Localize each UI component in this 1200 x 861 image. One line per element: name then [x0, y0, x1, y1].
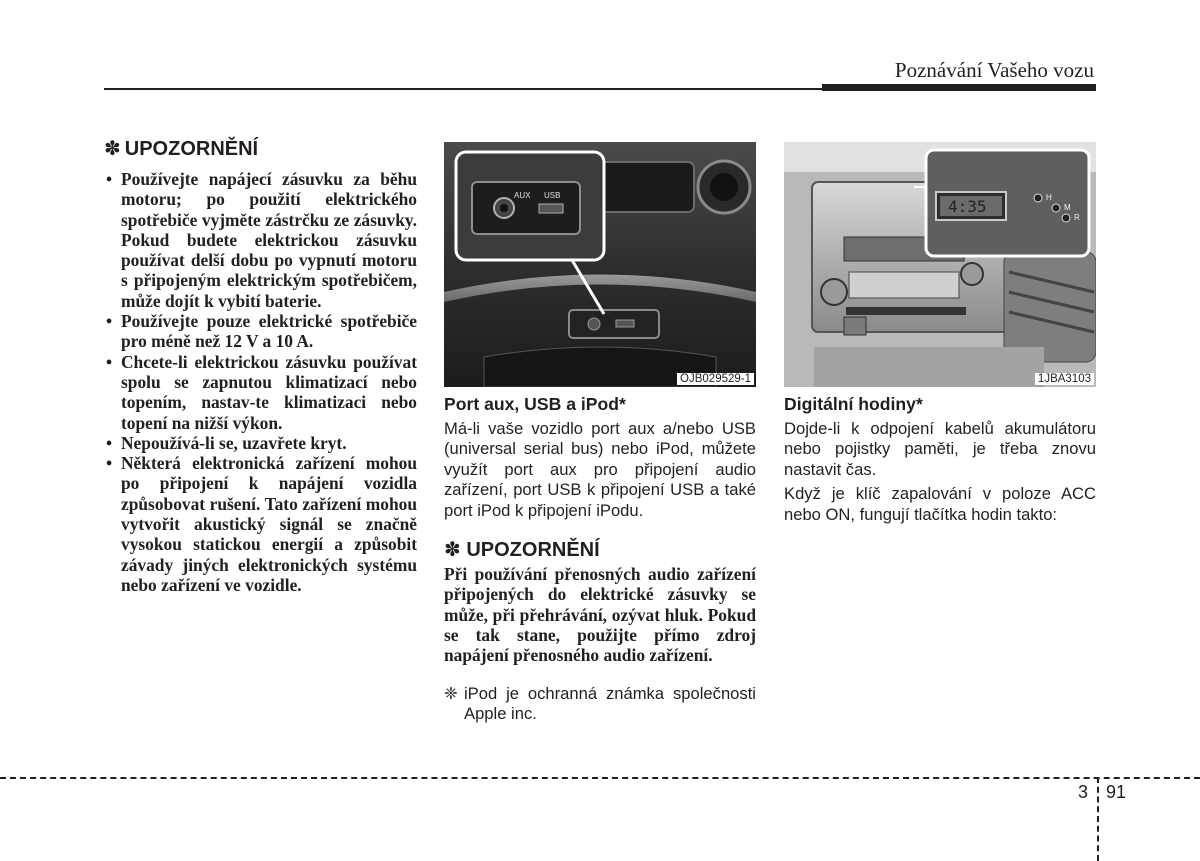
caution-heading: [444, 537, 756, 562]
running-header: Poznávání Vašeho vozu: [894, 58, 1094, 82]
clock-section-title: Digitální hodiny*: [784, 394, 923, 414]
left-caution-block: [104, 136, 417, 595]
page-number: 91: [1106, 782, 1127, 802]
note-text: iPod je ochranná známka společnosti Apple inc.: [464, 683, 756, 723]
caution-item: • Některá elektronická zařízení mohou po připojení k napájení vozidla způsobovat rušení. Tato zařízení mohou vytvořit akustický signál se značně vysokou statickou energií a způsobit závady jiných elektronických systému nebo zařízení ve vozidle.: [104, 453, 417, 595]
minute-button-label: M: [1064, 203, 1071, 212]
ipod-note: [444, 684, 756, 725]
chapter-number: 3: [1078, 782, 1089, 802]
port-photo: [444, 142, 756, 387]
footer-rule: [0, 777, 1200, 779]
caution-item: • Používejte napájecí zásuvku za běhu motoru; po použití elektrického spotřebiče vyjměte zástrčku ze zásuvky. Pokud budete elektrickou zásuvku používat delší dobu po vypnutí motoru s připojeným elektrickým spotřebičem, může dojít k vybití baterie.: [104, 169, 417, 311]
clock-section: [784, 142, 1096, 525]
photo-code: 1JBA3103: [1035, 373, 1094, 385]
header-rule: [104, 88, 824, 90]
caution-list: [104, 169, 417, 595]
caution-star-icon: ✽: [444, 539, 461, 562]
port-caution-text: Při používání přenosných audio zařízení připojených do elektrické zásuvky se může, při přehrávání, ozývat hluk. Pokud se tak stane, použijte přímo zdroj napájení přenosného audio zařízení.: [444, 564, 756, 666]
aux-label: AUX: [514, 191, 531, 200]
photo-code: OJB029529-1: [677, 373, 754, 385]
port-illustration: [444, 142, 756, 387]
caution-title: UPOZORNĚNÍ: [124, 138, 259, 160]
usb-label: USB: [544, 191, 561, 200]
caution-item: • Chcete-li elektrickou zásuvku používat spolu se zapnutou klimatizací nebo topením, nastav-te klimatizaci nebo topení na nižší výkon.: [104, 352, 417, 433]
port-section-title: Port aux, USB a iPod*: [444, 394, 626, 414]
footer-divider: [1097, 777, 1099, 861]
hour-button-label: H: [1046, 193, 1052, 202]
caution-title: UPOZORNĚNÍ: [466, 539, 600, 562]
clock-photo: [784, 142, 1096, 387]
port-section: [444, 142, 756, 724]
clock-illustration: [784, 142, 1096, 387]
caution-item: • Používejte pouze elektrické spotřebiče pro méně než 12 V a 10 A.: [104, 311, 417, 352]
header-rule-accent: [822, 84, 1096, 91]
caution-item: • Nepoužívá-li se, uzavřete kryt.: [104, 433, 417, 453]
clock-section-text: Když je klíč zapalování v poloze ACC nebo ON, fungují tlačítka hodin takto:: [784, 484, 1096, 524]
port-section-text: Má-li vaše vozidlo port aux a/nebo USB (universal serial bus) nebo iPod, můžete využít port aux pro připojení audio zařízení, port USB k připojení USB a také port iPod k připojení iPodu.: [444, 419, 756, 520]
clock-display: 4:35: [948, 197, 987, 216]
clock-section-text: Dojde-li k odpojení kabelů akumulátoru nebo pojistky paměti, je třeba znovu nastavit čas.: [784, 419, 1096, 479]
reset-button-label: R: [1074, 213, 1080, 222]
note-mark-icon: ❈: [444, 683, 458, 703]
caution-heading: [104, 136, 417, 161]
caution-star-icon: ✽: [104, 138, 121, 160]
